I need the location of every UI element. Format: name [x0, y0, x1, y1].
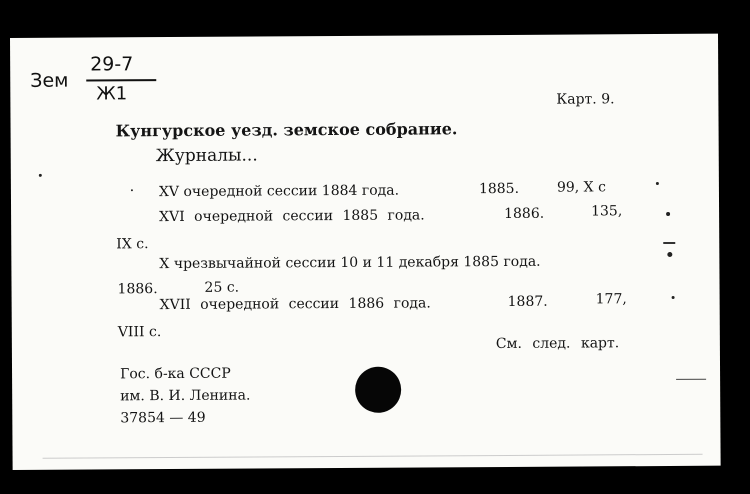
- entry-3-year: 1886.: [117, 281, 158, 298]
- call-number-numerator: 29-7: [90, 53, 134, 76]
- scan-speck: [131, 189, 133, 191]
- scan-mark: [676, 379, 706, 380]
- entry-1-year: 1885.: [478, 180, 520, 198]
- punch-hole: [355, 367, 401, 413]
- entry-4-year: 1887.: [507, 293, 548, 310]
- call-number-denominator: Ж1: [96, 83, 128, 105]
- entry-3-text: X чрезвычайной сессии 10 и 11 декабря 1885 года.: [159, 253, 541, 273]
- entry-4-pages: 177,: [595, 291, 627, 308]
- entry-1-pages: 99, X с: [556, 179, 606, 196]
- scan-speck: [656, 182, 659, 185]
- entry-4-continuation: VIII с.: [117, 324, 162, 341]
- heading-author: Кунгурское уезд. земское собрание.: [115, 119, 458, 141]
- call-number-prefix: Зем: [30, 69, 69, 92]
- entry-4-text: XVII очередной сессии 1886 года.: [159, 295, 431, 314]
- card-number: Карт. 9.: [556, 91, 615, 108]
- library-line-3: 37854 — 49: [120, 409, 206, 427]
- scan-speck: [672, 296, 675, 299]
- entry-1-text: XV очередной сессии 1884 года.: [158, 182, 400, 201]
- see-next-card: См. след. карт.: [495, 335, 620, 353]
- entry-2-year: 1886.: [504, 205, 545, 222]
- scan-speck: [667, 252, 672, 257]
- scan-mark: [43, 454, 703, 459]
- scan-mark: [663, 242, 675, 244]
- catalog-card: [10, 34, 721, 470]
- library-line-2: им. В. И. Ленина.: [120, 387, 251, 405]
- entry-2-text: XVI очередной сессии 1885 года.: [159, 207, 425, 226]
- scan-speck: [666, 212, 670, 216]
- call-number-fraction-line: [86, 79, 156, 81]
- entry-2-continuation: IX с.: [116, 236, 149, 253]
- entry-3-pages: 25 с.: [204, 279, 240, 296]
- library-line-1: Гос. б-ка СССР: [120, 365, 231, 383]
- heading-title: Журналы...: [155, 145, 258, 167]
- entry-2-pages: 135,: [591, 203, 623, 220]
- scan-speck: [39, 174, 42, 177]
